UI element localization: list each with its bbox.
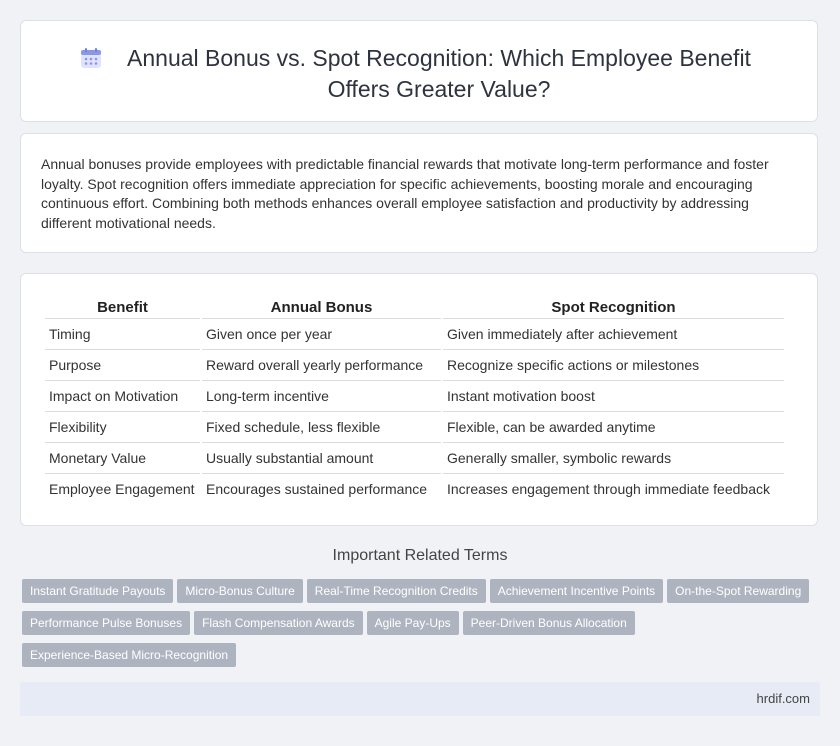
comparison-table	[43, 296, 786, 504]
cell-spot-recognition: Recognize specific actions or milestones	[443, 350, 784, 381]
table-row	[45, 381, 784, 412]
comparison-card	[20, 273, 818, 526]
related-term-tag[interactable]: Experience-Based Micro-Recognition	[22, 643, 236, 667]
cell-annual-bonus: Long-term incentive	[202, 381, 441, 412]
footer-site-link[interactable]: hrdif.com	[756, 691, 810, 706]
header-benefit: Benefit	[45, 296, 200, 319]
related-terms-list	[22, 579, 822, 675]
cell-spot-recognition: Generally smaller, symbolic rewards	[443, 443, 784, 474]
related-term-tag[interactable]: Micro-Bonus Culture	[177, 579, 302, 603]
intro-card	[20, 133, 818, 253]
table-row	[45, 412, 784, 443]
footer	[20, 682, 820, 716]
related-term-tag[interactable]: Instant Gratitude Payouts	[22, 579, 173, 603]
related-terms-heading: Important Related Terms	[332, 547, 508, 564]
page-title: Annual Bonus vs. Spot Recognition: Which Employee Benefit Offers Greater Value?	[127, 45, 751, 102]
header-annual-bonus: Annual Bonus	[202, 296, 441, 319]
related-term-tag[interactable]: Flash Compensation Awards	[194, 611, 363, 635]
related-term-tag[interactable]: Achievement Incentive Points	[490, 579, 663, 603]
cell-annual-bonus: Given once per year	[202, 319, 441, 350]
related-term-tag[interactable]: Agile Pay-Ups	[367, 611, 459, 635]
cell-benefit: Employee Engagement	[49, 481, 195, 497]
cell-annual-bonus: Usually substantial amount	[202, 443, 441, 474]
related-term-tag[interactable]: Performance Pulse Bonuses	[22, 611, 190, 635]
cell-spot-recognition: Increases engagement through immediate feedback	[447, 481, 770, 497]
cell-spot-recognition: Instant motivation boost	[443, 381, 784, 412]
cell-benefit: Timing	[45, 319, 200, 350]
cell-spot-recognition: Given immediately after achievement	[443, 319, 784, 350]
related-term-tag[interactable]: Real-Time Recognition Credits	[307, 579, 486, 603]
related-term-tag[interactable]: On-the-Spot Rewarding	[667, 579, 809, 603]
cell-spot-recognition: Flexible, can be awarded anytime	[443, 412, 784, 443]
cell-benefit: Purpose	[45, 350, 200, 381]
cell-annual-bonus: Encourages sustained performance	[206, 481, 428, 497]
table-row	[45, 319, 784, 350]
table-row	[45, 474, 784, 504]
intro-paragraph: Annual bonuses provide employees with predictable financial rewards that motivate long-term performance and foster loyalty. Spot recognition offers immediate appreciation for specific achievements, boosting morale and encouraging continuous effort. Combining both methods enhances overall employee satisfaction and productivity by addressing different motivational needs.	[41, 156, 769, 231]
title-card	[20, 20, 818, 122]
header-spot-recognition: Spot Recognition	[443, 296, 784, 319]
cell-annual-bonus: Fixed schedule, less flexible	[202, 412, 441, 443]
table-row	[45, 443, 784, 474]
cell-benefit: Monetary Value	[45, 443, 200, 474]
related-term-tag[interactable]: Peer-Driven Bonus Allocation	[463, 611, 635, 635]
cell-benefit: Impact on Motivation	[45, 381, 200, 412]
table-header-row	[45, 296, 784, 319]
cell-annual-bonus: Reward overall yearly performance	[202, 350, 441, 381]
table-row	[45, 350, 784, 381]
cell-benefit: Flexibility	[45, 412, 200, 443]
